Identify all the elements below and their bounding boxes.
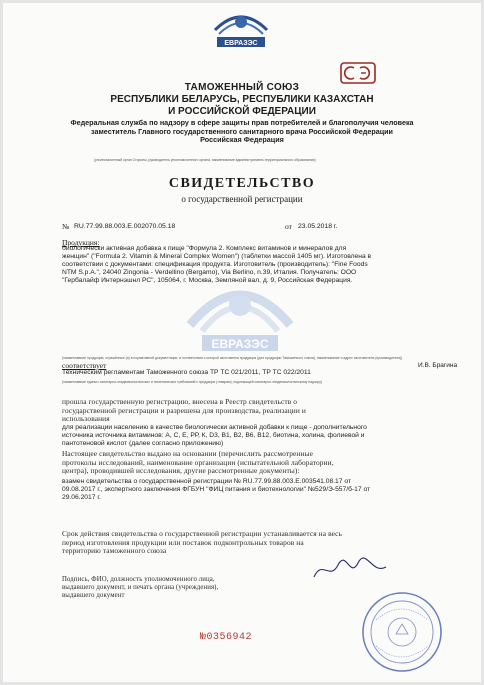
basis-document-line: взамен свидетельства о государственной регистрации № RU.77.99.88.003.E.003541.08.17 от xyxy=(62,478,351,485)
signature-caption-line: Подпись, ФИО, должность уполномоченного лица, xyxy=(62,576,215,583)
usage-line: источника источника витаминов: А, С, Е, РР, К, D3, В1, В2, В6, В12, биотина, холина, фолиевой и xyxy=(62,431,365,439)
validity-statement xyxy=(62,530,462,556)
document-subtitle: о государственной регистрации xyxy=(181,194,303,204)
usage-description xyxy=(62,424,462,448)
header-authority xyxy=(40,119,444,145)
header-countries xyxy=(40,94,444,118)
authority-line: Федеральная служба по надзору в сфере защиты прав потребителей и благополучия человека xyxy=(70,118,414,127)
registration-date: 23.05.2018 г. xyxy=(298,223,338,230)
validity-line: Срок действия свидетельства о государственной регистрации устанавливается на весь xyxy=(62,529,343,538)
usage-line: пантотеновой кислот (далее согласно приложению) xyxy=(62,439,224,447)
basis-line: Настоящее свидетельство выдано на основании (перечислить рассмотренные xyxy=(62,449,313,458)
handwritten-signature xyxy=(310,555,390,585)
validity-line: период изготовления продукции или поставок подконтрольных товаров на xyxy=(62,537,304,547)
registration-statement xyxy=(62,398,452,424)
usage-line: для реализации населению в качестве биологически активной добавки к пище - дополнительного xyxy=(62,424,367,431)
basis-statement xyxy=(62,450,462,476)
statement-line: прошла государственную регистрацию, внесена в Реестр свидетельств о xyxy=(62,397,298,406)
basis-document-line: 29.06.2017 г. xyxy=(62,493,101,501)
official-stamp xyxy=(360,590,444,674)
product-label: Продукция: xyxy=(62,238,100,247)
basis-line: центра), проводившей исследования, другие рассмотренные документы): xyxy=(62,466,300,476)
svg-text:ЕВРАЗЭС: ЕВРАЗЭС xyxy=(224,40,258,47)
registration-date-label: от xyxy=(285,222,292,231)
header-countries-line: РЕСПУБЛИКИ БЕЛАРУСЬ, РЕСПУБЛИКИ КАЗАХСТАН xyxy=(110,94,374,105)
authority-caption: (уполномоченный орган Стороны, руководитель уполномоченного органа, наименование административно-территориального образования) xyxy=(94,158,316,162)
compliance-caption: (наименование единых санитарно-эпидемиологических и гигиенических требований к продукции (товарам), подлежащей санитарно-эпидемиологическому надзору) xyxy=(62,380,323,384)
basis-line: протоколы исследований, наименование организации (испытательной лаборатории, xyxy=(62,457,334,467)
basis-document-line: 09.08.2017 г., экспертного заключения ФГБУН "ФИЦ питания и биотехнологии" №529/Э-557/б-17 от xyxy=(62,485,371,493)
product-line: биологически активная добавка к пище "Формула 2. Комплекс витаминов и минералов для xyxy=(62,245,347,252)
authority-line: Российская Федерация xyxy=(200,135,284,145)
product-line: NTM S.p.A.", 24040 Zingonia - Verdellino (Bergamo), Via Berlino, n.39, Италия. Получатель: ООО xyxy=(62,268,357,276)
document-title: СВИДЕТЕЛЬСТВО xyxy=(168,176,316,191)
statement-line: использования xyxy=(62,414,110,424)
blank-serial-number: №0356942 xyxy=(200,632,253,643)
eurasec-emblem xyxy=(205,6,277,50)
eurasec-watermark xyxy=(180,275,300,355)
signature-caption-line: выдавшего документ xyxy=(62,592,125,599)
compliance-label: соответствует xyxy=(62,361,107,370)
border-left xyxy=(0,0,3,685)
product-line: женщин" ("Formula 2. Vitamin & Mineral Complex Women") (таблетки массой 1405 мг). Изготовлена в xyxy=(62,252,372,260)
border-top xyxy=(0,0,484,3)
registration-number: RU.77.99.88.003.E.002070.05.18 xyxy=(74,223,176,230)
product-line: соответствии с документами: спецификация продукта. Изготовитель (производитель): "Fine Foods xyxy=(62,260,368,268)
svg-text:ЕВРАЗЭС: ЕВРАЗЭС xyxy=(211,337,269,351)
product-line: "Гербалайф Интернэшнл РС", 105064, г. Москва, Земляной вал, д. 9, Российская Федерация. xyxy=(62,276,353,284)
authority-line: заместитель Главного государственного санитарного врача Российской Федерации xyxy=(91,126,393,136)
header-countries-line: И РОССИЙСКОЙ ФЕДЕРАЦИИ xyxy=(168,106,316,117)
signature-caption-line: выдавшего документ, и печать органа (учреждения), xyxy=(62,584,219,591)
header-union: ТАМОЖЕННЫЙ СОЮЗ xyxy=(184,82,300,93)
product-caption: (наименование продукции, отражённые (а) в нормативной документации, в соответствии с которой изготовлена продукция (для продукции Таможенного союза), наименование и адрес изготовителя (производителя)) xyxy=(62,356,403,360)
statement-line: государственной регистрации и разрешена для производства, реализации и xyxy=(62,405,306,415)
validity-line: территорию таможенного союза xyxy=(62,546,167,556)
basis-documents xyxy=(62,478,462,502)
conformity-mark xyxy=(340,62,376,84)
signatory-name-visible: И.В. Брагина xyxy=(418,362,458,369)
registration-number-label: № xyxy=(62,222,70,231)
signature-caption xyxy=(62,576,282,600)
compliance-text: Техническим регламентам Таможенного союза ТР ТС 021/2011, ТР ТС 022/2011 xyxy=(62,369,311,376)
